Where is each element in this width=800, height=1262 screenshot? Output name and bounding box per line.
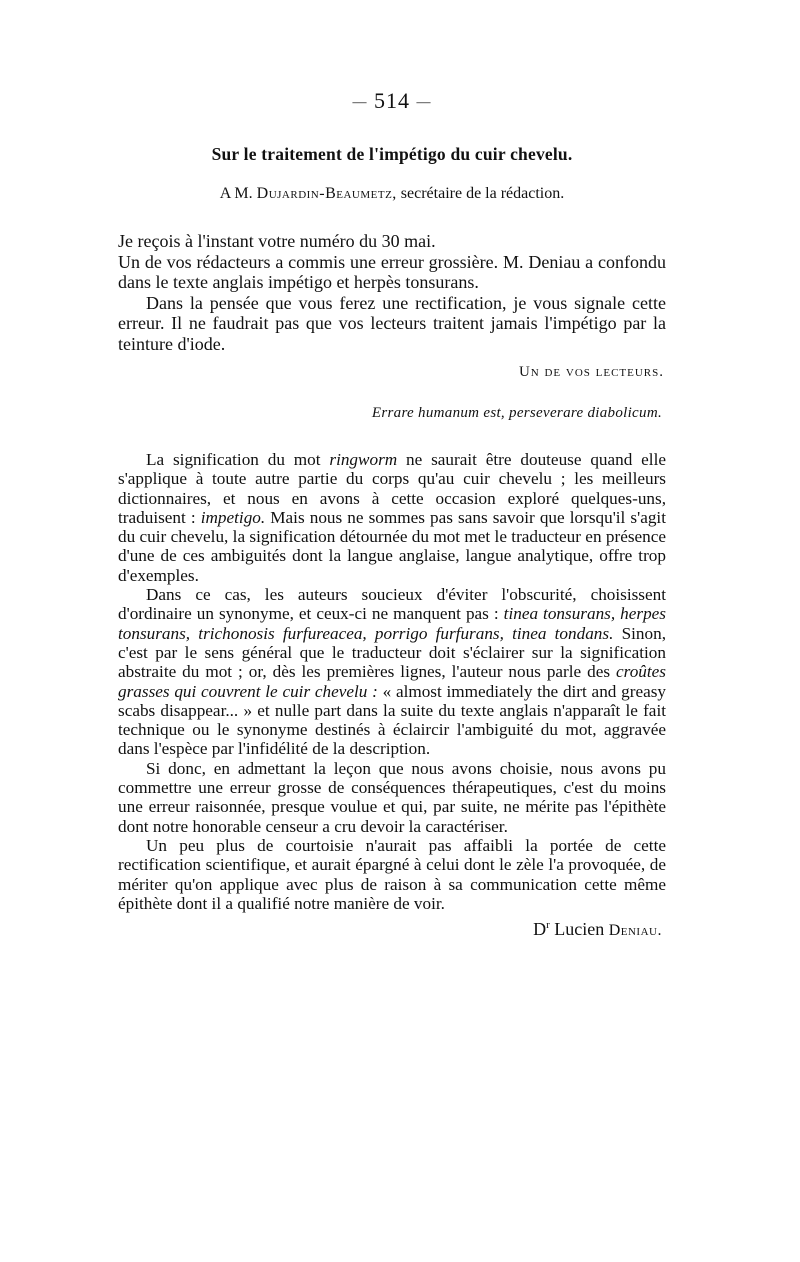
reply-p2-text-a: Dans ce cas, les auteurs soucieux d'éviter l'obscurité, choisissent d'ordinaire un synonyme, et ceux-ci ne manquent pas : [118, 585, 666, 624]
reply-p1-text-c: Mais nous ne sommes pas sans savoir que lorsqu'il s'agit du cuir chevelu, la signification détournée du mot met le traducteur en présence d'une de ces ambiguités dont la langue anglaise, langue analytique, offre trop d'exemples. [118, 507, 666, 585]
author-last-name: Deniau. [608, 922, 662, 940]
reply-body [118, 450, 666, 913]
addressee-prefix: A M. [219, 185, 257, 202]
reply-p2-quote-phrase: croûtes grasses qui couvrent le cuir chevelu : [118, 662, 666, 701]
reply-p2-text-c: « almost immediately the dirt and greasy scabs disappear... » et nulle part dans la suite du texte anglais n'apparaît le fait technique ou le synonyme destinés à éclaircir l'ambiguité du mot, aggravée dans l'espèce par l'infidélité de la description. [118, 681, 666, 759]
reply-p1-term-impetigo: impetigo. [200, 507, 266, 527]
letter-signature: Un de vos lecteurs. [518, 364, 664, 380]
letter-paragraph-1: Je reçois à l'instant votre numéro du 30 mai. [118, 231, 436, 251]
page-number-value: 514 [374, 88, 410, 113]
reply-paragraph-2 [118, 585, 666, 759]
addressee-name: Dujardin-Beaumetz, [256, 185, 397, 202]
reply-p2-synonyms: tinea tonsurans, herpes tonsurans, trichonosis furfureacea, porrigo furfurans, tinea tondans. [118, 604, 666, 643]
letter-paragraph-3: Dans la pensée que vous ferez une rectification, je vous signale cette erreur. Il ne faudrait pas que vos lecteurs traitent jamais l'impétigo par la teinture d'iode. [118, 292, 666, 354]
author-first-name: Lucien [549, 919, 609, 940]
reply-paragraph-1 [118, 450, 666, 585]
page-number [118, 88, 666, 114]
page-number-ornament-right: — [416, 94, 432, 110]
addressee-line [118, 185, 666, 203]
reply-p1-text-a: La signification du mot [146, 450, 330, 469]
document-page [118, 88, 666, 940]
author-title: D [533, 919, 547, 940]
author-signature [118, 919, 666, 940]
page-number-ornament-left: — [352, 94, 368, 110]
addressee-suffix: secrétaire de la rédaction. [396, 185, 565, 202]
reply-paragraph-4: Un peu plus de courtoisie n'aurait pas affaibli la portée de cette rectification scientifique, et aurait épargné à celui dont le zèle l'a provoquée, de mériter qu'on applique avec plus de raison à sa communication cette même épithète dont il a qualifié notre manière de voir. [118, 835, 666, 913]
article-title: Sur le traitement de l'impétigo du cuir chevelu. [211, 144, 573, 164]
reply-p1-term-ringworm: ringworm [329, 450, 398, 469]
reply-p2-text-b: Sinon, c'est par le sens général que le traducteur doit s'éclairer sur la signification abstraite du mot ; or, dès les premières lignes, l'auteur nous parle des [118, 623, 666, 682]
letter-paragraph-2: Un de vos rédacteurs a commis une erreur grossière. M. Deniau a confondu dans le texte anglais impétigo et herpès tonsurans. [118, 251, 666, 292]
author-title-sup: r [546, 919, 550, 932]
reply-paragraph-3: Si donc, en admettant la leçon que nous avons choisie, nous avons pu commettre une erreur grosse de conséquences thérapeutiques, c'est du moins une erreur raisonnée, presque voulue et qui, par suite, ne mérite pas l'épithète dont notre honorable censeur a cru devoir la caractériser. [118, 758, 666, 836]
epigraph: Errare humanum est, perseverare diabolicum. [371, 405, 662, 421]
letter-body [118, 231, 666, 354]
reply-p1-text-b: ne saurait être douteuse quand elle s'applique à toute autre partie du corps qu'au cuir chevelu ; les meilleurs dictionnaires, et nous en avons à cette occasion exploré quelques-uns, traduisent : [118, 450, 666, 527]
